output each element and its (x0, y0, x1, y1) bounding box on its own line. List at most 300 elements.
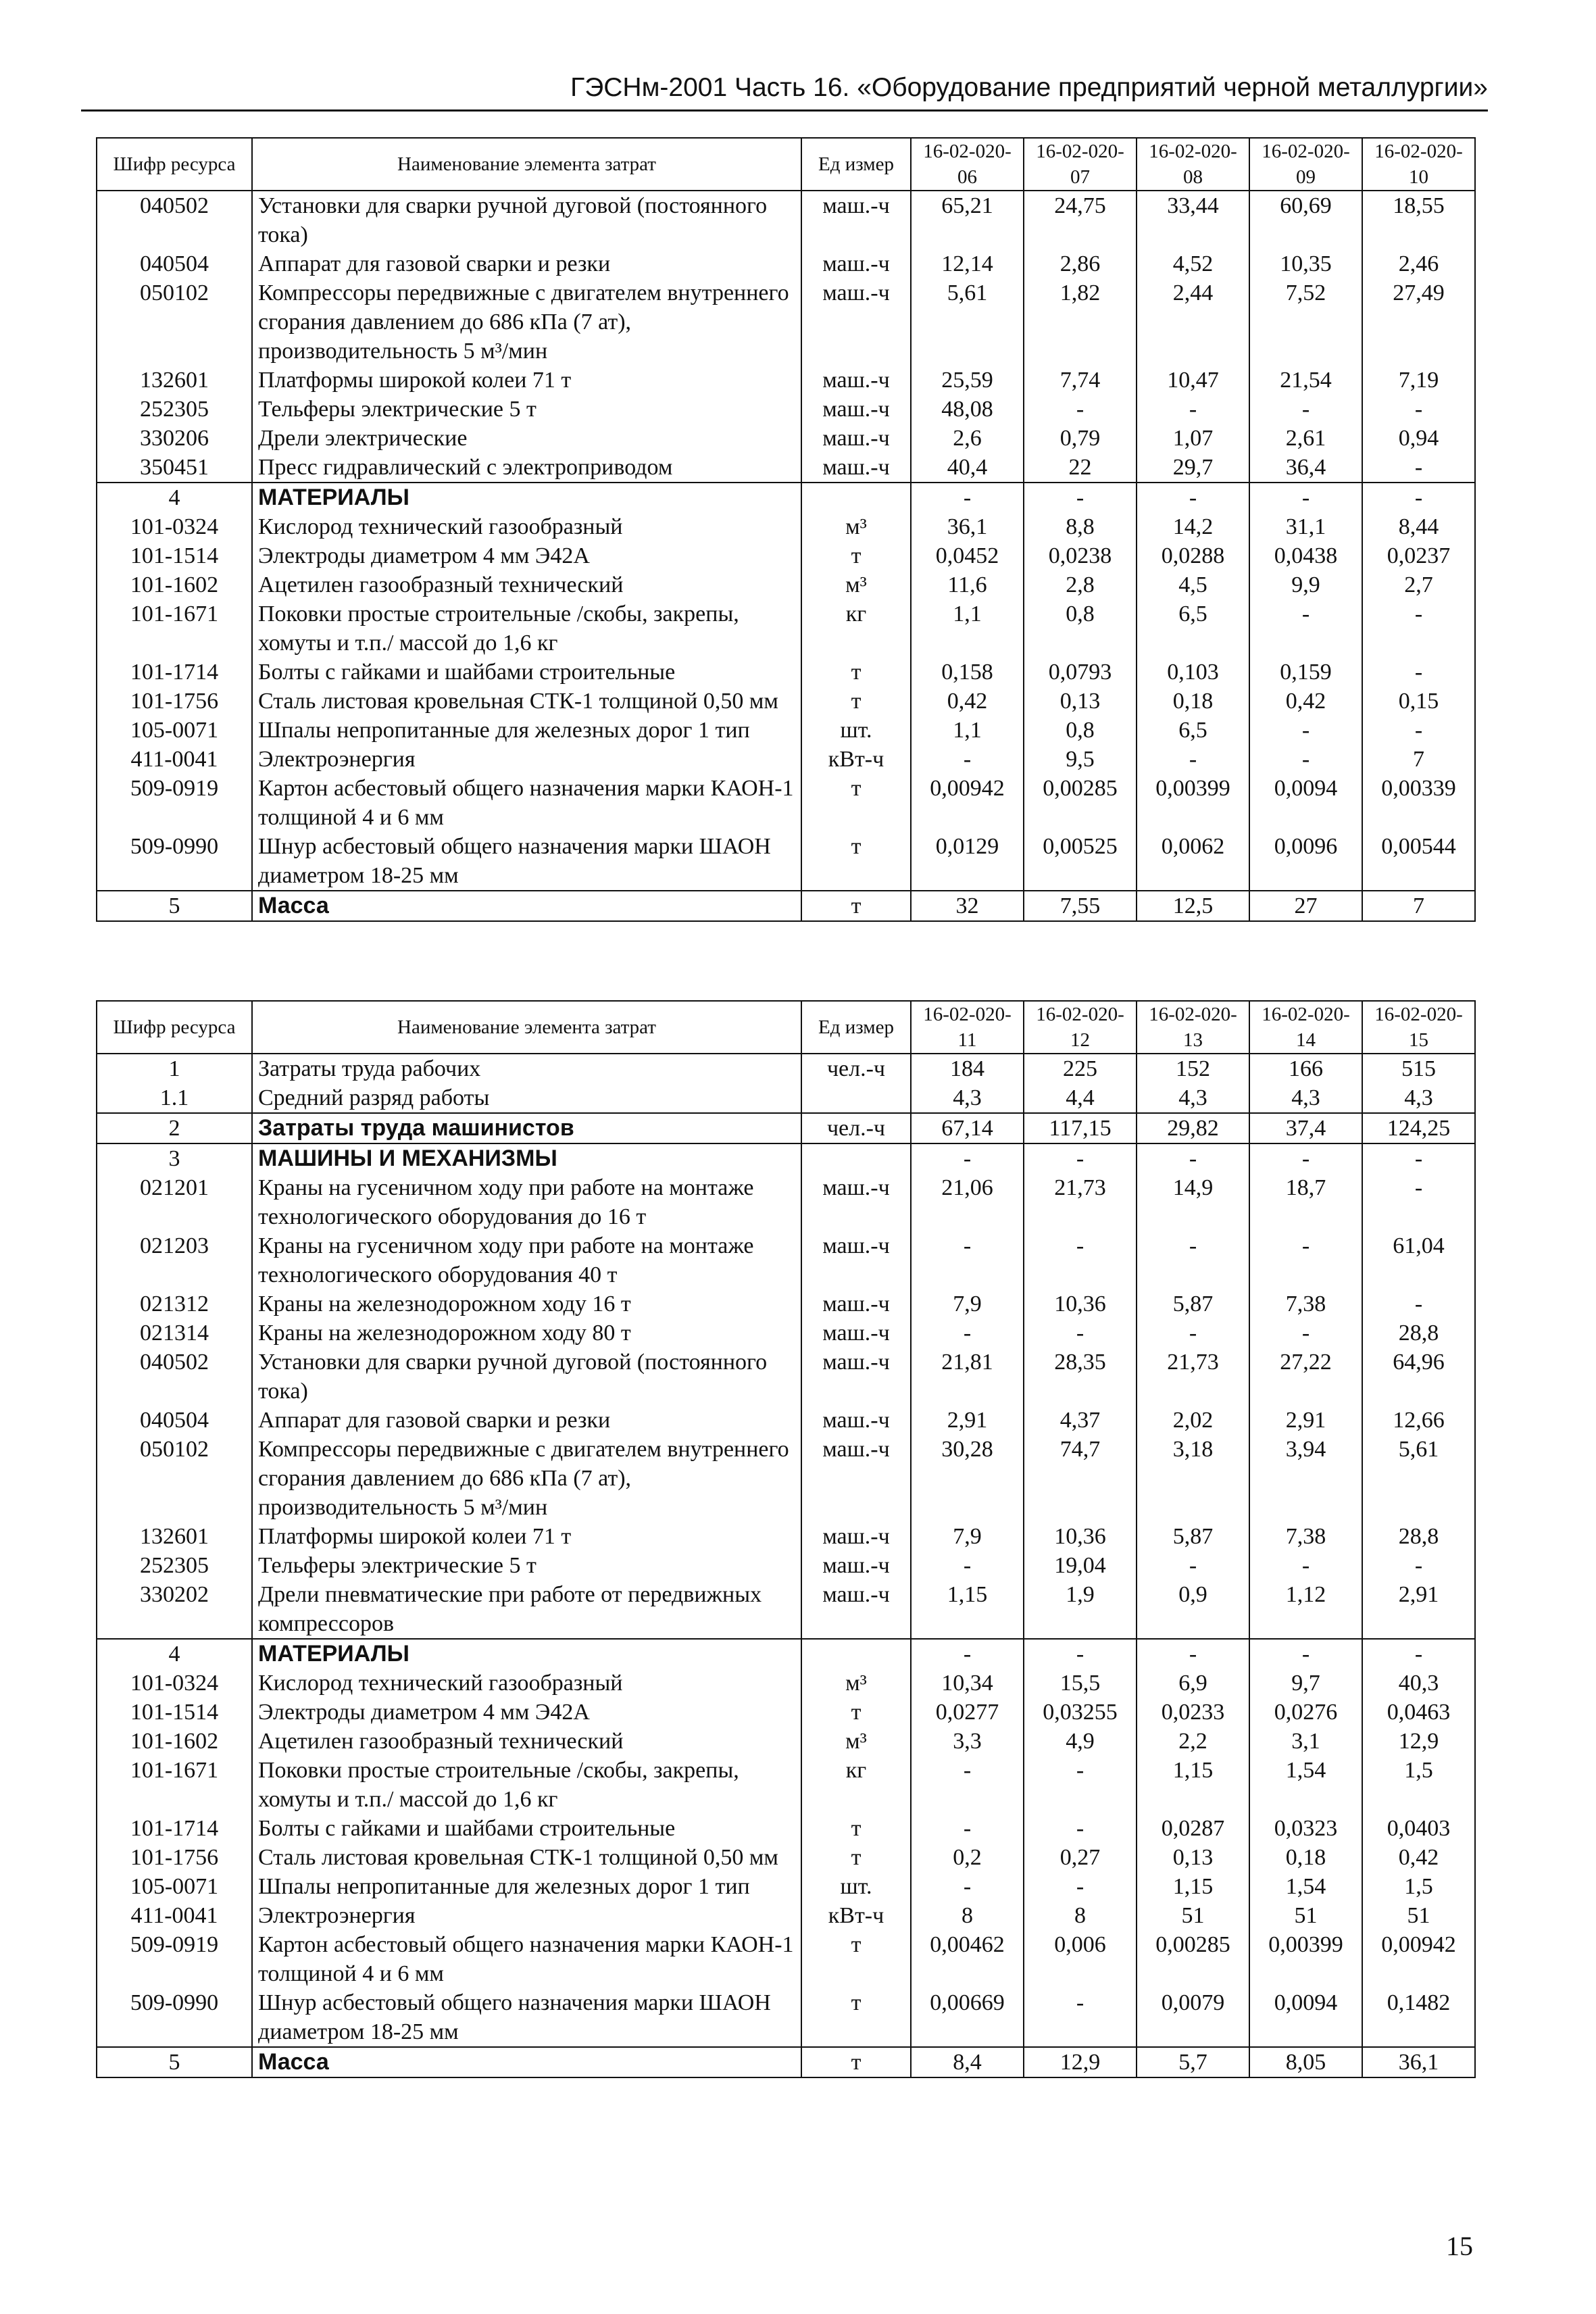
norm-value: - (911, 1639, 1024, 1669)
unit-of-measure: маш.-ч (801, 191, 911, 249)
norm-value: 3,1 (1249, 1727, 1362, 1756)
norm-value: 21,73 (1024, 1173, 1137, 1231)
column-header-name: Наименование элемента затрат (252, 138, 801, 191)
norm-value: 12,9 (1362, 1727, 1475, 1756)
norm-value: 0,18 (1137, 687, 1249, 716)
norm-value: 9,9 (1249, 570, 1362, 599)
resource-code: 105-0071 (97, 716, 252, 745)
norm-value: 0,0094 (1249, 774, 1362, 832)
norm-value: 2,86 (1024, 249, 1137, 278)
table-row (97, 1348, 1475, 1406)
norm-value: 1,54 (1249, 1756, 1362, 1814)
norm-value: 12,5 (1137, 891, 1249, 921)
norm-value: 0,0452 (911, 541, 1024, 570)
cost-element-name: Краны на железнодорожном ходу 16 т (252, 1289, 801, 1319)
norm-value: 0,00399 (1137, 774, 1249, 832)
resource-code: 101-1756 (97, 687, 252, 716)
unit-of-measure: т (801, 687, 911, 716)
header-rule (81, 109, 1488, 112)
resource-code: 101-1671 (97, 599, 252, 658)
norm-value: 0,2 (911, 1843, 1024, 1872)
norm-value: 10,35 (1249, 249, 1362, 278)
norm-value: 4,37 (1024, 1406, 1137, 1435)
norm-value: 0,00462 (911, 1930, 1024, 1988)
cost-element-name: Установки для сварки ручной дуговой (постоянного тока) (252, 191, 801, 249)
norm-value: - (911, 1231, 1024, 1289)
norm-value: 21,81 (911, 1348, 1024, 1406)
table-row (97, 1756, 1475, 1814)
norm-value: - (911, 1143, 1024, 1173)
table-row (97, 1113, 1475, 1143)
cost-element-name: Дрели электрические (252, 424, 801, 453)
norm-value: - (1024, 1231, 1137, 1289)
norm-value: 7 (1362, 891, 1475, 921)
norm-value: 0,0062 (1137, 832, 1249, 891)
norm-value: 7 (1362, 745, 1475, 774)
norm-value: 0,00285 (1137, 1930, 1249, 1988)
norm-value: 515 (1362, 1054, 1475, 1083)
page-number: 15 (1446, 2231, 1473, 2261)
norm-value: 0,00339 (1362, 774, 1475, 832)
norm-value: 31,1 (1249, 512, 1362, 541)
norm-value: 0,0463 (1362, 1698, 1475, 1727)
norm-value: 51 (1362, 1901, 1475, 1930)
norm-value: - (1249, 1143, 1362, 1173)
norm-value: 12,66 (1362, 1406, 1475, 1435)
norm-value: 64,96 (1362, 1348, 1475, 1406)
table-row (97, 1173, 1475, 1231)
norm-value: 28,8 (1362, 1522, 1475, 1551)
table-row (97, 1901, 1475, 1930)
unit-of-measure: чел.-ч (801, 1054, 911, 1083)
norm-value: 27 (1249, 891, 1362, 921)
norm-value: 4,9 (1024, 1727, 1137, 1756)
norm-value: 28,8 (1362, 1319, 1475, 1348)
norm-value: 0,42 (1249, 687, 1362, 716)
table-row (97, 483, 1475, 512)
norm-value: 1,5 (1362, 1872, 1475, 1901)
table-row (97, 424, 1475, 453)
unit-of-measure: маш.-ч (801, 1435, 911, 1522)
table-row (97, 891, 1475, 921)
cost-element-name: Краны на железнодорожном ходу 80 т (252, 1319, 801, 1348)
column-header-value: 16-02-020-07 (1024, 138, 1137, 191)
table-body (97, 1054, 1475, 2077)
resource-code: 101-0324 (97, 1669, 252, 1698)
cost-element-name: Шпалы непропитанные для железных дорог 1 тип (252, 1872, 801, 1901)
resource-code: 021203 (97, 1231, 252, 1289)
norm-value: 0,0079 (1137, 1988, 1249, 2047)
column-header-value: 16-02-020-15 (1362, 1001, 1475, 1054)
unit-of-measure: кг (801, 1756, 911, 1814)
norm-value: 51 (1249, 1901, 1362, 1930)
norm-value: 0,0094 (1249, 1988, 1362, 2047)
column-header-unit: Ед измер (801, 138, 911, 191)
norm-value: - (1362, 1173, 1475, 1231)
cost-element-name: Аппарат для газовой сварки и резки (252, 249, 801, 278)
norm-value: 2,7 (1362, 570, 1475, 599)
norm-value: 33,44 (1137, 191, 1249, 249)
norm-value: - (911, 1319, 1024, 1348)
norm-value: 7,38 (1249, 1289, 1362, 1319)
table-row (97, 1669, 1475, 1698)
norm-value: 0,42 (911, 687, 1024, 716)
norm-value: 184 (911, 1054, 1024, 1083)
norm-value: 8,4 (911, 2047, 1024, 2077)
unit-of-measure: маш.-ч (801, 453, 911, 483)
norm-value: - (1362, 453, 1475, 483)
resource-code: 101-1671 (97, 1756, 252, 1814)
cost-element-name: Пресс гидравлический с электроприводом (252, 453, 801, 483)
table-row (97, 745, 1475, 774)
norm-value: - (1362, 1551, 1475, 1580)
norm-value: - (1362, 483, 1475, 512)
unit-of-measure: т (801, 1988, 911, 2047)
resource-code: 509-0990 (97, 1988, 252, 2047)
norm-value: 27,49 (1362, 278, 1475, 366)
resource-code: 350451 (97, 453, 252, 483)
norm-value: - (1137, 395, 1249, 424)
unit-of-measure: м³ (801, 1727, 911, 1756)
norm-value: 5,61 (1362, 1435, 1475, 1522)
norm-value: - (911, 1814, 1024, 1843)
norm-value: 0,03255 (1024, 1698, 1137, 1727)
resource-code: 040504 (97, 249, 252, 278)
table-row (97, 1988, 1475, 2047)
cost-element-name: Краны на гусеничном ходу при работе на монтаже технологического оборудования до 16 т (252, 1173, 801, 1231)
norm-value: 2,02 (1137, 1406, 1249, 1435)
unit-of-measure: шт. (801, 716, 911, 745)
norm-value: 2,91 (1249, 1406, 1362, 1435)
norm-value: - (1024, 1319, 1137, 1348)
norm-value: 14,2 (1137, 512, 1249, 541)
column-header-name: Наименование элемента затрат (252, 1001, 801, 1054)
cost-element-name: Шнур асбестовый общего назначения марки ШАОН диаметром 18-25 мм (252, 832, 801, 891)
resource-code: 5 (97, 2047, 252, 2077)
unit-of-measure: шт. (801, 1872, 911, 1901)
norm-value: 1,1 (911, 599, 1024, 658)
cost-element-name: Масса (252, 891, 801, 921)
cost-element-name: Электроды диаметром 4 мм Э42А (252, 1698, 801, 1727)
cost-element-name: Ацетилен газообразный технический (252, 570, 801, 599)
norm-value: 2,91 (911, 1406, 1024, 1435)
table-row (97, 774, 1475, 832)
column-header-code: Шифр ресурса (97, 1001, 252, 1054)
resource-code: 040502 (97, 191, 252, 249)
unit-of-measure: т (801, 891, 911, 921)
norm-value: 2,91 (1362, 1580, 1475, 1639)
resource-code: 132601 (97, 366, 252, 395)
norm-value: - (1137, 1319, 1249, 1348)
resource-code: 105-0071 (97, 1872, 252, 1901)
table-row (97, 687, 1475, 716)
cost-element-name: Электроды диаметром 4 мм Э42А (252, 541, 801, 570)
norm-value: 3,18 (1137, 1435, 1249, 1522)
unit-of-measure: маш.-ч (801, 366, 911, 395)
table-row (97, 1551, 1475, 1580)
table-row (97, 1522, 1475, 1551)
norm-value: 36,1 (1362, 2047, 1475, 2077)
norm-value: 0,0276 (1249, 1698, 1362, 1727)
table-row (97, 1319, 1475, 1348)
cost-element-name: Сталь листовая кровельная СТК-1 толщиной 0,50 мм (252, 687, 801, 716)
norm-value: - (1249, 1551, 1362, 1580)
norm-value: 7,74 (1024, 366, 1137, 395)
page-header: ГЭСНм-2001 Часть 16. «Оборудование предприятий черной металлургии» (570, 73, 1488, 102)
table-row (97, 453, 1475, 483)
norm-value: 5,61 (911, 278, 1024, 366)
norm-value: 0,15 (1362, 687, 1475, 716)
norm-value: 2,2 (1137, 1727, 1249, 1756)
unit-of-measure: маш.-ч (801, 1580, 911, 1639)
unit-of-measure: кВт-ч (801, 1901, 911, 1930)
norm-value: 4,3 (1249, 1083, 1362, 1113)
norm-value: 152 (1137, 1054, 1249, 1083)
norm-value: - (1249, 745, 1362, 774)
norm-value: 25,59 (911, 366, 1024, 395)
norm-value: 18,55 (1362, 191, 1475, 249)
norm-value: 4,5 (1137, 570, 1249, 599)
norm-value: 67,14 (911, 1113, 1024, 1143)
norm-value: 19,04 (1024, 1551, 1137, 1580)
table-row (97, 832, 1475, 891)
resource-code: 101-1514 (97, 541, 252, 570)
column-header-code: Шифр ресурса (97, 138, 252, 191)
norm-value: 1,12 (1249, 1580, 1362, 1639)
cost-element-name: Платформы широкой колеи 71 т (252, 1522, 801, 1551)
norm-value: - (1137, 1639, 1249, 1669)
unit-of-measure: т (801, 658, 911, 687)
unit-of-measure: маш.-ч (801, 1348, 911, 1406)
column-header-value: 16-02-020-09 (1249, 138, 1362, 191)
resource-code: 509-0919 (97, 774, 252, 832)
unit-of-measure: м³ (801, 512, 911, 541)
norm-value: 0,00525 (1024, 832, 1137, 891)
cost-element-name: Электроэнергия (252, 745, 801, 774)
cost-element-name: Болты с гайками и шайбами строительные (252, 1814, 801, 1843)
cost-element-name: Кислород технический газообразный (252, 512, 801, 541)
norm-value: 0,9 (1137, 1580, 1249, 1639)
norm-value: - (1024, 1639, 1137, 1669)
norm-value: - (1137, 745, 1249, 774)
unit-of-measure: т (801, 1930, 911, 1988)
cost-element-name: Поковки простые строительные /скобы, закрепы, хомуты и т.п./ массой до 1,6 кг (252, 1756, 801, 1814)
norm-value: - (1249, 1319, 1362, 1348)
table-row (97, 1698, 1475, 1727)
norm-value: - (1137, 1551, 1249, 1580)
resource-code: 411-0041 (97, 1901, 252, 1930)
resource-code: 1 (97, 1054, 252, 1083)
cost-element-name: Масса (252, 2047, 801, 2077)
column-header-value: 16-02-020-11 (911, 1001, 1024, 1054)
norm-value: 124,25 (1362, 1113, 1475, 1143)
cost-element-name: МАТЕРИАЛЫ (252, 483, 801, 512)
norm-value: 8,05 (1249, 2047, 1362, 2077)
norm-value: 7,9 (911, 1289, 1024, 1319)
resource-code: 252305 (97, 395, 252, 424)
norm-value: 0,103 (1137, 658, 1249, 687)
norm-value: 0,00669 (911, 1988, 1024, 2047)
unit-of-measure: маш.-ч (801, 1289, 911, 1319)
norm-value: 9,5 (1024, 745, 1137, 774)
norm-value: 24,75 (1024, 191, 1137, 249)
table-body (97, 191, 1475, 921)
norm-value: 11,6 (911, 570, 1024, 599)
norm-value: 0,0287 (1137, 1814, 1249, 1843)
norm-value: 36,1 (911, 512, 1024, 541)
cost-element-name: Поковки простые строительные /скобы, закрепы, хомуты и т.п./ массой до 1,6 кг (252, 599, 801, 658)
norm-value: 0,0233 (1137, 1698, 1249, 1727)
norm-value: 0,0403 (1362, 1814, 1475, 1843)
norm-value: 0,13 (1024, 687, 1137, 716)
column-header-value: 16-02-020-08 (1137, 138, 1249, 191)
cost-element-name: Платформы широкой колеи 71 т (252, 366, 801, 395)
norm-value: 7,19 (1362, 366, 1475, 395)
cost-element-name: Дрели пневматические при работе от передвижных компрессоров (252, 1580, 801, 1639)
table-row (97, 1930, 1475, 1988)
norm-value: 7,55 (1024, 891, 1137, 921)
unit-of-measure (801, 1639, 911, 1669)
resource-code: 4 (97, 483, 252, 512)
norm-value: - (911, 1551, 1024, 1580)
resource-code: 101-1756 (97, 1843, 252, 1872)
unit-of-measure: маш.-ч (801, 1319, 911, 1348)
cost-element-name: Тельферы электрические 5 т (252, 1551, 801, 1580)
norm-value: - (1024, 1988, 1137, 2047)
resource-code: 330202 (97, 1580, 252, 1639)
table-row (97, 1843, 1475, 1872)
norm-value: 0,006 (1024, 1930, 1137, 1988)
cost-element-name: Установки для сварки ручной дуговой (постоянного тока) (252, 1348, 801, 1406)
unit-of-measure: маш.-ч (801, 1551, 911, 1580)
norm-value: 30,28 (911, 1435, 1024, 1522)
norm-value: 6,5 (1137, 599, 1249, 658)
norm-value: 1,15 (911, 1580, 1024, 1639)
norm-value: 2,46 (1362, 249, 1475, 278)
norm-value: 1,1 (911, 716, 1024, 745)
norm-value: 1,07 (1137, 424, 1249, 453)
unit-of-measure: маш.-ч (801, 395, 911, 424)
table-row (97, 1231, 1475, 1289)
norm-value: 65,21 (911, 191, 1024, 249)
table-row (97, 1406, 1475, 1435)
norm-value: 0,27 (1024, 1843, 1137, 1872)
norm-value: 0,159 (1249, 658, 1362, 687)
unit-of-measure: м³ (801, 570, 911, 599)
resource-code: 050102 (97, 1435, 252, 1522)
norm-value: 0,8 (1024, 599, 1137, 658)
column-header-value: 16-02-020-14 (1249, 1001, 1362, 1054)
norm-value: - (1137, 1143, 1249, 1173)
norm-value: - (1362, 716, 1475, 745)
table-row (97, 512, 1475, 541)
cost-element-name: Затраты труда машинистов (252, 1113, 801, 1143)
table-row (97, 395, 1475, 424)
norm-value: 51 (1137, 1901, 1249, 1930)
unit-of-measure: маш.-ч (801, 424, 911, 453)
norm-value: 10,36 (1024, 1289, 1137, 1319)
norm-value: 1,15 (1137, 1756, 1249, 1814)
cost-element-name: Компрессоры передвижные с двигателем внутреннего сгорания давлением до 686 кПа (7 ат), производительность 5 м³/мин (252, 278, 801, 366)
norm-value: 61,04 (1362, 1231, 1475, 1289)
unit-of-measure (801, 483, 911, 512)
resource-code: 021312 (97, 1289, 252, 1319)
table-row (97, 1727, 1475, 1756)
resource-code: 050102 (97, 278, 252, 366)
norm-value: - (1137, 483, 1249, 512)
norm-value: 3,94 (1249, 1435, 1362, 1522)
norm-value: - (1249, 1639, 1362, 1669)
norm-value: - (1249, 483, 1362, 512)
norm-value: 0,0438 (1249, 541, 1362, 570)
norm-value: 0,0323 (1249, 1814, 1362, 1843)
cost-element-name: Аппарат для газовой сварки и резки (252, 1406, 801, 1435)
cost-element-name: Тельферы электрические 5 т (252, 395, 801, 424)
norm-value: - (1362, 599, 1475, 658)
unit-of-measure: т (801, 1814, 911, 1843)
norm-value: 7,38 (1249, 1522, 1362, 1551)
norm-value: - (1249, 599, 1362, 658)
table-header-row (97, 1001, 1475, 1054)
norm-value: 0,42 (1362, 1843, 1475, 1872)
unit-of-measure: маш.-ч (801, 278, 911, 366)
norm-value: 7,52 (1249, 278, 1362, 366)
cost-element-name: МАТЕРИАЛЫ (252, 1639, 801, 1669)
norm-value: - (1024, 395, 1137, 424)
norm-value: 0,0793 (1024, 658, 1137, 687)
table-row (97, 1054, 1475, 1083)
cost-element-name: Картон асбестовый общего назначения марки КАОН-1 толщиной 4 и 6 мм (252, 774, 801, 832)
unit-of-measure: чел.-ч (801, 1113, 911, 1143)
unit-of-measure: т (801, 1843, 911, 1872)
norm-value: - (1362, 1289, 1475, 1319)
norm-value: 1,15 (1137, 1872, 1249, 1901)
norm-value: - (911, 1872, 1024, 1901)
resource-code: 021314 (97, 1319, 252, 1348)
table-row (97, 1143, 1475, 1173)
norm-value: 1,82 (1024, 278, 1137, 366)
norm-value: 29,7 (1137, 453, 1249, 483)
norm-value: 10,34 (911, 1669, 1024, 1698)
cost-element-name: Кислород технический газообразный (252, 1669, 801, 1698)
norm-value: 28,35 (1024, 1348, 1137, 1406)
resource-code: 1.1 (97, 1083, 252, 1113)
norm-value: 1,5 (1362, 1756, 1475, 1814)
unit-of-measure (801, 1083, 911, 1113)
unit-of-measure: т (801, 832, 911, 891)
norm-value: 0,00285 (1024, 774, 1137, 832)
norm-value: 0,00399 (1249, 1930, 1362, 1988)
norm-value: 2,44 (1137, 278, 1249, 366)
resource-code: 101-1714 (97, 1814, 252, 1843)
norm-value: 21,06 (911, 1173, 1024, 1231)
norm-value: 0,18 (1249, 1843, 1362, 1872)
unit-of-measure: маш.-ч (801, 1173, 911, 1231)
norm-value: 32 (911, 891, 1024, 921)
table-row (97, 570, 1475, 599)
unit-of-measure: т (801, 2047, 911, 2077)
norm-value: 15,5 (1024, 1669, 1137, 1698)
norm-value: 74,7 (1024, 1435, 1137, 1522)
table-row (97, 1083, 1475, 1113)
norm-value: 22 (1024, 453, 1137, 483)
unit-of-measure: маш.-ч (801, 1406, 911, 1435)
norm-value: 4,52 (1137, 249, 1249, 278)
norm-value: 12,9 (1024, 2047, 1137, 2077)
norm-value: 0,158 (911, 658, 1024, 687)
norm-value: 4,3 (1362, 1083, 1475, 1113)
table-row (97, 1580, 1475, 1639)
